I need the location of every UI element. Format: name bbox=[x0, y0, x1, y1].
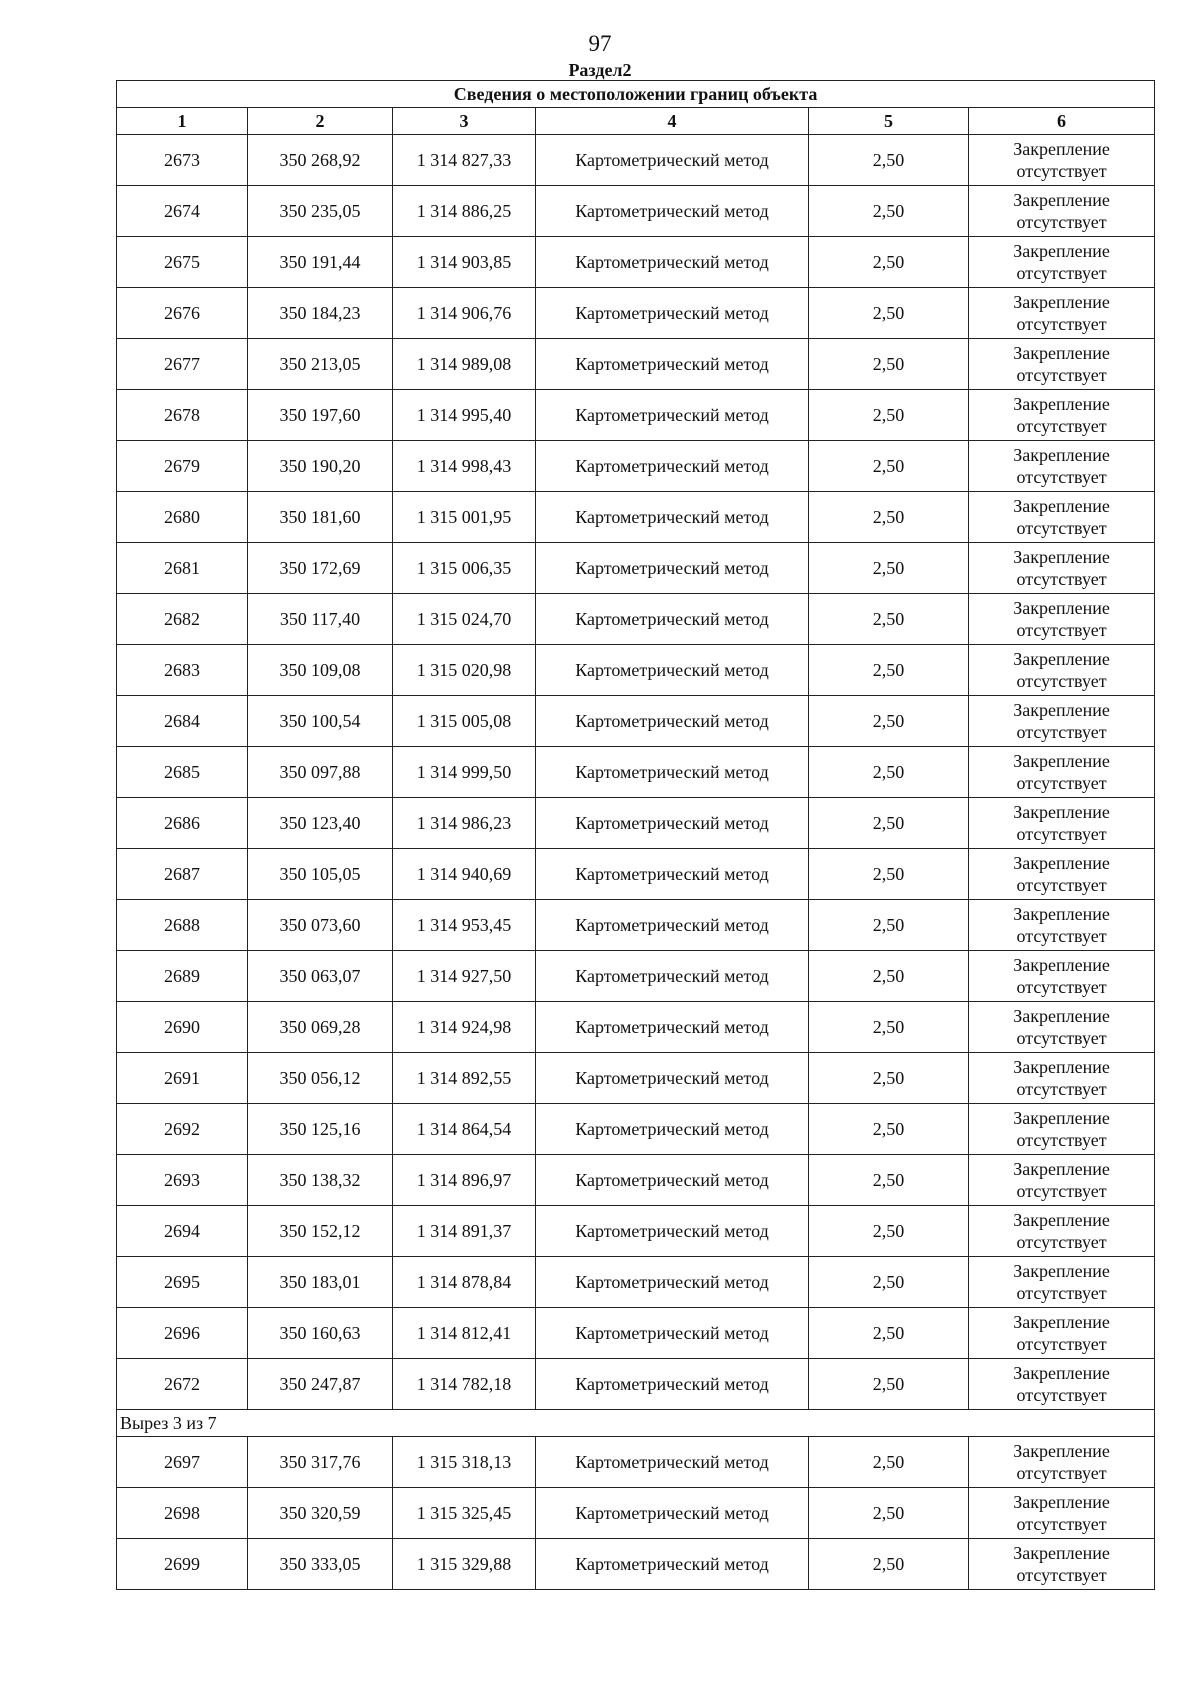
point-number-cell: 2679 bbox=[117, 441, 248, 492]
fixation-line-1: Закрепление bbox=[1013, 700, 1110, 720]
accuracy-cell: 2,50 bbox=[809, 747, 969, 798]
x-coordinate-cell: 350 160,63 bbox=[248, 1308, 393, 1359]
method-cell: Картометрический метод bbox=[536, 288, 809, 339]
accuracy-cell: 2,50 bbox=[809, 1257, 969, 1308]
accuracy-cell: 2,50 bbox=[809, 135, 969, 186]
x-coordinate-cell: 350 317,76 bbox=[248, 1437, 393, 1488]
y-coordinate-cell: 1 315 024,70 bbox=[393, 594, 536, 645]
y-coordinate-cell: 1 315 006,35 bbox=[393, 543, 536, 594]
fixation-line-1: Закрепление bbox=[1013, 1057, 1110, 1077]
fixation-line-1: Закрепление bbox=[1013, 139, 1110, 159]
table-row bbox=[117, 798, 1155, 849]
accuracy-cell: 2,50 bbox=[809, 492, 969, 543]
point-number-cell: 2685 bbox=[117, 747, 248, 798]
fixation-line-1: Закрепление bbox=[1013, 751, 1110, 771]
column-header: 6 bbox=[969, 108, 1155, 135]
table-row bbox=[117, 1308, 1155, 1359]
fixation-line-2: отсутствует bbox=[1016, 1079, 1107, 1099]
table-row bbox=[117, 1488, 1155, 1539]
x-coordinate-cell: 350 183,01 bbox=[248, 1257, 393, 1308]
fixation-line-2: отсутствует bbox=[1016, 1232, 1107, 1252]
method-cell: Картометрический метод bbox=[536, 135, 809, 186]
point-number-cell: 2686 bbox=[117, 798, 248, 849]
fixation-line-1: Закрепление bbox=[1013, 1441, 1110, 1461]
table-row bbox=[117, 1155, 1155, 1206]
column-header: 1 bbox=[117, 108, 248, 135]
fixation-line-2: отсутствует bbox=[1016, 824, 1107, 844]
accuracy-cell: 2,50 bbox=[809, 1308, 969, 1359]
x-coordinate-cell: 350 100,54 bbox=[248, 696, 393, 747]
fixation-line-1: Закрепление bbox=[1013, 1261, 1110, 1281]
fixation-cell bbox=[969, 441, 1155, 492]
method-cell: Картометрический метод bbox=[536, 951, 809, 1002]
table-row bbox=[117, 1359, 1155, 1410]
fixation-line-1: Закрепление bbox=[1013, 292, 1110, 312]
y-coordinate-cell: 1 314 924,98 bbox=[393, 1002, 536, 1053]
accuracy-cell: 2,50 bbox=[809, 1053, 969, 1104]
method-cell: Картометрический метод bbox=[536, 1104, 809, 1155]
point-number-cell: 2694 bbox=[117, 1206, 248, 1257]
method-cell: Картометрический метод bbox=[536, 237, 809, 288]
cutout-label: Вырез 3 из 7 bbox=[117, 1410, 1155, 1437]
fixation-line-1: Закрепление bbox=[1013, 1543, 1110, 1563]
fixation-line-1: Закрепление bbox=[1013, 1363, 1110, 1383]
y-coordinate-cell: 1 314 927,50 bbox=[393, 951, 536, 1002]
x-coordinate-cell: 350 109,08 bbox=[248, 645, 393, 696]
y-coordinate-cell: 1 314 995,40 bbox=[393, 390, 536, 441]
x-coordinate-cell: 350 097,88 bbox=[248, 747, 393, 798]
fixation-cell bbox=[969, 390, 1155, 441]
fixation-line-2: отсутствует bbox=[1016, 161, 1107, 181]
fixation-cell bbox=[969, 696, 1155, 747]
fixation-line-2: отсутствует bbox=[1016, 1385, 1107, 1405]
method-cell: Картометрический метод bbox=[536, 492, 809, 543]
table-row bbox=[117, 1206, 1155, 1257]
fixation-line-1: Закрепление bbox=[1013, 802, 1110, 822]
table-row bbox=[117, 1053, 1155, 1104]
method-cell: Картометрический метод bbox=[536, 1359, 809, 1410]
accuracy-cell: 2,50 bbox=[809, 1206, 969, 1257]
fixation-line-1: Закрепление bbox=[1013, 904, 1110, 924]
section-label: Раздел2 bbox=[568, 60, 632, 80]
fixation-line-2: отсутствует bbox=[1016, 569, 1107, 589]
x-coordinate-cell: 350 152,12 bbox=[248, 1206, 393, 1257]
fixation-line-1: Закрепление bbox=[1013, 496, 1110, 516]
point-number-cell: 2682 bbox=[117, 594, 248, 645]
fixation-line-2: отсутствует bbox=[1016, 518, 1107, 538]
y-coordinate-cell: 1 315 325,45 bbox=[393, 1488, 536, 1539]
y-coordinate-cell: 1 314 903,85 bbox=[393, 237, 536, 288]
fixation-cell bbox=[969, 135, 1155, 186]
y-coordinate-cell: 1 314 892,55 bbox=[393, 1053, 536, 1104]
fixation-line-1: Закрепление bbox=[1013, 190, 1110, 210]
accuracy-cell: 2,50 bbox=[809, 1488, 969, 1539]
y-coordinate-cell: 1 315 001,95 bbox=[393, 492, 536, 543]
table-row bbox=[117, 849, 1155, 900]
point-number-cell: 2672 bbox=[117, 1359, 248, 1410]
fixation-line-1: Закрепление bbox=[1013, 853, 1110, 873]
column-header: 3 bbox=[393, 108, 536, 135]
point-number-cell: 2691 bbox=[117, 1053, 248, 1104]
fixation-line-2: отсутствует bbox=[1016, 416, 1107, 436]
point-number-cell: 2696 bbox=[117, 1308, 248, 1359]
accuracy-cell: 2,50 bbox=[809, 696, 969, 747]
fixation-cell bbox=[969, 951, 1155, 1002]
accuracy-cell: 2,50 bbox=[809, 186, 969, 237]
column-header: 2 bbox=[248, 108, 393, 135]
fixation-line-2: отсутствует bbox=[1016, 467, 1107, 487]
x-coordinate-cell: 350 197,60 bbox=[248, 390, 393, 441]
fixation-line-1: Закрепление bbox=[1013, 1312, 1110, 1332]
table-row bbox=[117, 696, 1155, 747]
accuracy-cell: 2,50 bbox=[809, 900, 969, 951]
x-coordinate-cell: 350 268,92 bbox=[248, 135, 393, 186]
fixation-line-2: отсутствует bbox=[1016, 314, 1107, 334]
point-number-cell: 2680 bbox=[117, 492, 248, 543]
method-cell: Картометрический метод bbox=[536, 1488, 809, 1539]
point-number-cell: 2692 bbox=[117, 1104, 248, 1155]
fixation-line-2: отсутствует bbox=[1016, 365, 1107, 385]
y-coordinate-cell: 1 315 329,88 bbox=[393, 1539, 536, 1590]
fixation-line-1: Закрепление bbox=[1013, 241, 1110, 261]
y-coordinate-cell: 1 314 878,84 bbox=[393, 1257, 536, 1308]
table-row bbox=[117, 747, 1155, 798]
column-header: 5 bbox=[809, 108, 969, 135]
method-cell: Картометрический метод bbox=[536, 900, 809, 951]
accuracy-cell: 2,50 bbox=[809, 849, 969, 900]
table-row bbox=[117, 1437, 1155, 1488]
point-number-cell: 2673 bbox=[117, 135, 248, 186]
table-row bbox=[117, 135, 1155, 186]
fixation-cell bbox=[969, 186, 1155, 237]
table-row bbox=[117, 1539, 1155, 1590]
accuracy-cell: 2,50 bbox=[809, 1539, 969, 1590]
table-row bbox=[117, 645, 1155, 696]
method-cell: Картометрический метод bbox=[536, 1308, 809, 1359]
fixation-line-2: отсутствует bbox=[1016, 671, 1107, 691]
point-number-cell: 2695 bbox=[117, 1257, 248, 1308]
x-coordinate-cell: 350 073,60 bbox=[248, 900, 393, 951]
x-coordinate-cell: 350 247,87 bbox=[248, 1359, 393, 1410]
point-number-cell: 2678 bbox=[117, 390, 248, 441]
y-coordinate-cell: 1 314 953,45 bbox=[393, 900, 536, 951]
y-coordinate-cell: 1 315 020,98 bbox=[393, 645, 536, 696]
accuracy-cell: 2,50 bbox=[809, 288, 969, 339]
y-coordinate-cell: 1 314 940,69 bbox=[393, 849, 536, 900]
fixation-line-2: отсутствует bbox=[1016, 1334, 1107, 1354]
fixation-cell bbox=[969, 849, 1155, 900]
method-cell: Картометрический метод bbox=[536, 849, 809, 900]
point-number-cell: 2684 bbox=[117, 696, 248, 747]
y-coordinate-cell: 1 314 989,08 bbox=[393, 339, 536, 390]
fixation-cell bbox=[969, 900, 1155, 951]
x-coordinate-cell: 350 184,23 bbox=[248, 288, 393, 339]
method-cell: Картометрический метод bbox=[536, 1539, 809, 1590]
method-cell: Картометрический метод bbox=[536, 798, 809, 849]
x-coordinate-cell: 350 105,05 bbox=[248, 849, 393, 900]
fixation-line-2: отсутствует bbox=[1016, 1181, 1107, 1201]
method-cell: Картометрический метод bbox=[536, 543, 809, 594]
y-coordinate-cell: 1 315 318,13 bbox=[393, 1437, 536, 1488]
x-coordinate-cell: 350 172,69 bbox=[248, 543, 393, 594]
point-number-cell: 2697 bbox=[117, 1437, 248, 1488]
x-coordinate-cell: 350 056,12 bbox=[248, 1053, 393, 1104]
fixation-line-1: Закрепление bbox=[1013, 445, 1110, 465]
accuracy-cell: 2,50 bbox=[809, 1002, 969, 1053]
fixation-line-2: отсутствует bbox=[1016, 1283, 1107, 1303]
method-cell: Картометрический метод bbox=[536, 1437, 809, 1488]
y-coordinate-cell: 1 315 005,08 bbox=[393, 696, 536, 747]
fixation-line-1: Закрепление bbox=[1013, 1006, 1110, 1026]
column-header: 4 bbox=[536, 108, 809, 135]
point-number-cell: 2687 bbox=[117, 849, 248, 900]
x-coordinate-cell: 350 117,40 bbox=[248, 594, 393, 645]
x-coordinate-cell: 350 213,05 bbox=[248, 339, 393, 390]
x-coordinate-cell: 350 320,59 bbox=[248, 1488, 393, 1539]
fixation-line-2: отсутствует bbox=[1016, 773, 1107, 793]
table-row bbox=[117, 237, 1155, 288]
fixation-line-1: Закрепление bbox=[1013, 1108, 1110, 1128]
method-cell: Картометрический метод bbox=[536, 1053, 809, 1104]
x-coordinate-cell: 350 190,20 bbox=[248, 441, 393, 492]
method-cell: Картометрический метод bbox=[536, 339, 809, 390]
fixation-line-2: отсутствует bbox=[1016, 875, 1107, 895]
method-cell: Картометрический метод bbox=[536, 594, 809, 645]
y-coordinate-cell: 1 314 891,37 bbox=[393, 1206, 536, 1257]
fixation-cell bbox=[969, 339, 1155, 390]
fixation-line-2: отсутствует bbox=[1016, 212, 1107, 232]
fixation-cell bbox=[969, 1155, 1155, 1206]
fixation-line-2: отсутствует bbox=[1016, 722, 1107, 742]
method-cell: Картометрический метод bbox=[536, 747, 809, 798]
table-row bbox=[117, 492, 1155, 543]
point-number-cell: 2693 bbox=[117, 1155, 248, 1206]
y-coordinate-cell: 1 314 999,50 bbox=[393, 747, 536, 798]
accuracy-cell: 2,50 bbox=[809, 1155, 969, 1206]
x-coordinate-cell: 350 063,07 bbox=[248, 951, 393, 1002]
point-number-cell: 2683 bbox=[117, 645, 248, 696]
fixation-line-2: отсутствует bbox=[1016, 926, 1107, 946]
fixation-cell bbox=[969, 237, 1155, 288]
method-cell: Картометрический метод bbox=[536, 390, 809, 441]
y-coordinate-cell: 1 314 864,54 bbox=[393, 1104, 536, 1155]
fixation-cell bbox=[969, 798, 1155, 849]
fixation-cell bbox=[969, 1002, 1155, 1053]
table-header-row bbox=[117, 108, 1155, 135]
accuracy-cell: 2,50 bbox=[809, 594, 969, 645]
table-row bbox=[117, 390, 1155, 441]
table-row bbox=[117, 1002, 1155, 1053]
table-row bbox=[117, 288, 1155, 339]
x-coordinate-cell: 350 138,32 bbox=[248, 1155, 393, 1206]
accuracy-cell: 2,50 bbox=[809, 951, 969, 1002]
fixation-line-2: отсутствует bbox=[1016, 620, 1107, 640]
accuracy-cell: 2,50 bbox=[809, 1104, 969, 1155]
fixation-cell bbox=[969, 1053, 1155, 1104]
fixation-cell bbox=[969, 747, 1155, 798]
x-coordinate-cell: 350 069,28 bbox=[248, 1002, 393, 1053]
table-row bbox=[117, 1104, 1155, 1155]
x-coordinate-cell: 350 333,05 bbox=[248, 1539, 393, 1590]
x-coordinate-cell: 350 123,40 bbox=[248, 798, 393, 849]
x-coordinate-cell: 350 125,16 bbox=[248, 1104, 393, 1155]
cutout-row bbox=[117, 1410, 1155, 1437]
point-number-cell: 2688 bbox=[117, 900, 248, 951]
method-cell: Картометрический метод bbox=[536, 1002, 809, 1053]
method-cell: Картометрический метод bbox=[536, 1155, 809, 1206]
method-cell: Картометрический метод bbox=[536, 1206, 809, 1257]
accuracy-cell: 2,50 bbox=[809, 390, 969, 441]
method-cell: Картометрический метод bbox=[536, 441, 809, 492]
y-coordinate-cell: 1 314 906,76 bbox=[393, 288, 536, 339]
accuracy-cell: 2,50 bbox=[809, 645, 969, 696]
fixation-line-1: Закрепление bbox=[1013, 1210, 1110, 1230]
table-row bbox=[117, 594, 1155, 645]
accuracy-cell: 2,50 bbox=[809, 441, 969, 492]
table-row bbox=[117, 543, 1155, 594]
table-row bbox=[117, 951, 1155, 1002]
x-coordinate-cell: 350 235,05 bbox=[248, 186, 393, 237]
point-number-cell: 2698 bbox=[117, 1488, 248, 1539]
fixation-cell bbox=[969, 543, 1155, 594]
y-coordinate-cell: 1 314 886,25 bbox=[393, 186, 536, 237]
fixation-line-1: Закрепление bbox=[1013, 394, 1110, 414]
fixation-line-2: отсутствует bbox=[1016, 263, 1107, 283]
y-coordinate-cell: 1 314 896,97 bbox=[393, 1155, 536, 1206]
fixation-line-2: отсутствует bbox=[1016, 1565, 1107, 1585]
table-title-row bbox=[117, 81, 1155, 108]
fixation-line-1: Закрепление bbox=[1013, 649, 1110, 669]
point-number-cell: 2677 bbox=[117, 339, 248, 390]
fixation-line-1: Закрепление bbox=[1013, 598, 1110, 618]
fixation-cell bbox=[969, 645, 1155, 696]
accuracy-cell: 2,50 bbox=[809, 237, 969, 288]
fixation-cell bbox=[969, 594, 1155, 645]
table-row bbox=[117, 441, 1155, 492]
point-number-cell: 2675 bbox=[117, 237, 248, 288]
y-coordinate-cell: 1 314 812,41 bbox=[393, 1308, 536, 1359]
accuracy-cell: 2,50 bbox=[809, 1359, 969, 1410]
fixation-cell bbox=[969, 1437, 1155, 1488]
method-cell: Картометрический метод bbox=[536, 186, 809, 237]
fixation-cell bbox=[969, 1308, 1155, 1359]
fixation-cell bbox=[969, 1359, 1155, 1410]
fixation-line-2: отсутствует bbox=[1016, 1130, 1107, 1150]
point-number-cell: 2674 bbox=[117, 186, 248, 237]
method-cell: Картометрический метод bbox=[536, 645, 809, 696]
accuracy-cell: 2,50 bbox=[809, 543, 969, 594]
y-coordinate-cell: 1 314 986,23 bbox=[393, 798, 536, 849]
fixation-line-2: отсутствует bbox=[1016, 1514, 1107, 1534]
point-number-cell: 2690 bbox=[117, 1002, 248, 1053]
x-coordinate-cell: 350 181,60 bbox=[248, 492, 393, 543]
table-row bbox=[117, 1257, 1155, 1308]
fixation-cell bbox=[969, 1539, 1155, 1590]
point-number-cell: 2699 bbox=[117, 1539, 248, 1590]
fixation-line-2: отсутствует bbox=[1016, 977, 1107, 997]
table-row bbox=[117, 339, 1155, 390]
fixation-line-1: Закрепление bbox=[1013, 1492, 1110, 1512]
fixation-line-2: отсутствует bbox=[1016, 1028, 1107, 1048]
y-coordinate-cell: 1 314 998,43 bbox=[393, 441, 536, 492]
y-coordinate-cell: 1 314 782,18 bbox=[393, 1359, 536, 1410]
fixation-cell bbox=[969, 492, 1155, 543]
fixation-cell bbox=[969, 1257, 1155, 1308]
table-row bbox=[117, 900, 1155, 951]
x-coordinate-cell: 350 191,44 bbox=[248, 237, 393, 288]
fixation-line-1: Закрепление bbox=[1013, 547, 1110, 567]
method-cell: Картометрический метод bbox=[536, 1257, 809, 1308]
page-number: 97 bbox=[588, 31, 612, 56]
fixation-cell bbox=[969, 1104, 1155, 1155]
table-row bbox=[117, 186, 1155, 237]
point-number-cell: 2681 bbox=[117, 543, 248, 594]
fixation-line-2: отсутствует bbox=[1016, 1463, 1107, 1483]
accuracy-cell: 2,50 bbox=[809, 1437, 969, 1488]
accuracy-cell: 2,50 bbox=[809, 339, 969, 390]
method-cell: Картометрический метод bbox=[536, 696, 809, 747]
y-coordinate-cell: 1 314 827,33 bbox=[393, 135, 536, 186]
boundary-table bbox=[116, 80, 1155, 1590]
fixation-cell bbox=[969, 1488, 1155, 1539]
fixation-cell bbox=[969, 288, 1155, 339]
fixation-cell bbox=[969, 1206, 1155, 1257]
table-title: Сведения о местоположении границ объекта bbox=[117, 81, 1155, 108]
point-number-cell: 2689 bbox=[117, 951, 248, 1002]
fixation-line-1: Закрепление bbox=[1013, 955, 1110, 975]
fixation-line-1: Закрепление bbox=[1013, 343, 1110, 363]
fixation-line-1: Закрепление bbox=[1013, 1159, 1110, 1179]
accuracy-cell: 2,50 bbox=[809, 798, 969, 849]
table-body bbox=[117, 135, 1155, 1590]
point-number-cell: 2676 bbox=[117, 288, 248, 339]
